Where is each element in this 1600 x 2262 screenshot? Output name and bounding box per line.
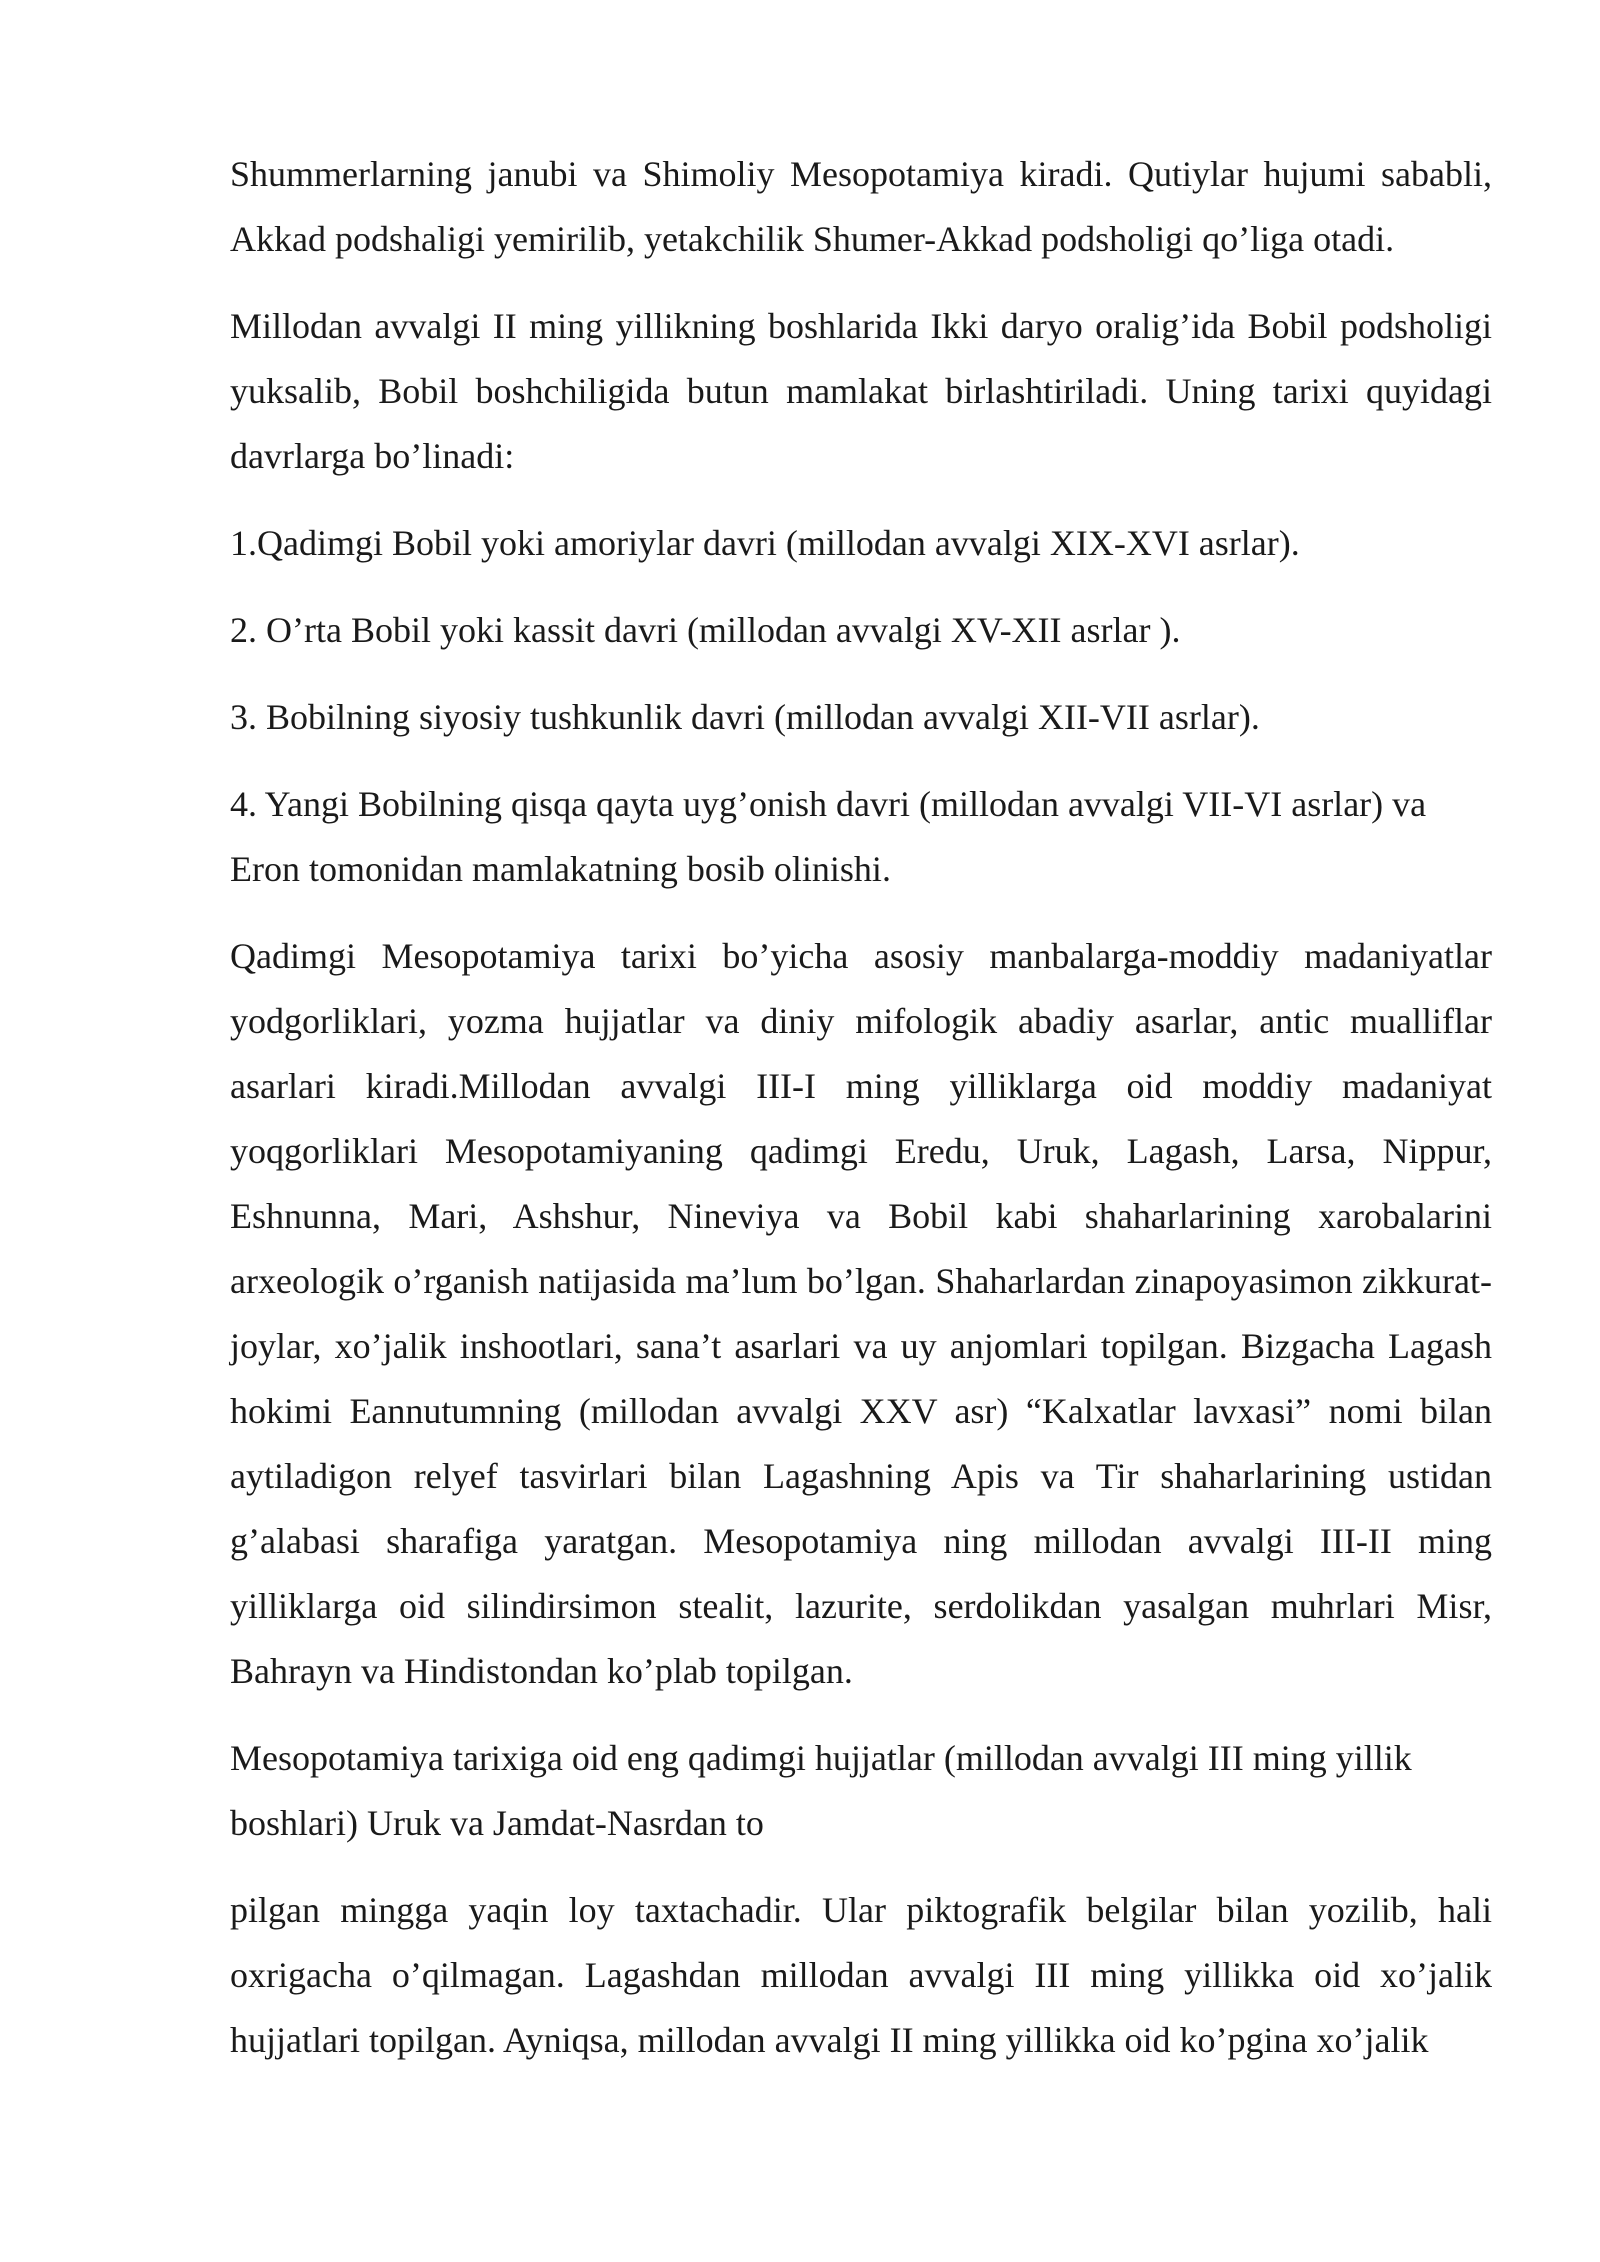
list-item: 3. Bobilning siyosiy tushkunlik davri (millodan avvalgi XII-VII asrlar). <box>230 697 1260 737</box>
list-item: 4. Yangi Bobilning qisqa qayta uyg’onish davri (millodan avvalgi VII-VI asrlar) va Eron tomonidan mamlakatning bosib olinishi. <box>230 784 1427 889</box>
body-text <box>230 142 1492 2095</box>
list-item: 2. O’rta Bobil yoki kassit davri (millodan avvalgi XV-XII asrlar ). <box>230 610 1181 650</box>
paragraph: Millodan avvalgi II ming yillikning boshlarida Ikki daryo oralig’ida Bobil podsholigi yuksalib, Bobil boshchiligida butun mamlakat birlashtiriladi. Uning tarixi quyidagi davrlarga bo’linadi: <box>230 306 1492 476</box>
paragraph: Qadimgi Mesopotamiya tarixi bo’yicha asosiy manbalarga-moddiy madaniyatlar yodgorliklari, yozma hujjatlar va diniy mifologik abadiy asarlar, antic mualliflar asarlari kiradi.Millodan avvalgi III-I ming yilliklarga oid moddiy madaniyat yoqgorliklari Mesopotamiyaning qadimgi Eredu, Uruk, Lagash, Larsa, Nippur, Eshnunna, Mari, Ashshur, Nineviya va Bobil kabi shaharlarining xarobalarini arxeologik o’rganish natijasida ma’lum bo’lgan. Shaharlardan zinapoyasimon zikkurat-joylar, xo’jalik inshootlari, sana’t asarlari va uy anjomlari topilgan. Bizgacha Lagash hokimi Eannutumning (millodan avvalgi XXV asr) “Kalxatlar lavxasi” nomi bilan aytiladigon relyef tasvirlari bilan Lagashning Apis va Tir shaharlarining ustidan g’alabasi sharafiga yaratgan. Mesopotamiya ning millodan avvalgi III-II ming yilliklarga oid silindirsimon stealit, lazurite, serdolikdan yasalgan muhrlari Misr, Bahrayn va Hindistondan ko’plab topilgan. <box>230 936 1492 1691</box>
paragraph: Mesopotamiya tarixiga oid eng qadimgi hujjatlar (millodan avvalgi III ming yillik boshlari) Uruk va Jamdat-Nasrdan to <box>230 1738 1412 1843</box>
paragraph: pilgan mingga yaqin loy taxtachadir. Ular piktografik belgilar bilan yozilib, hali oxrigacha o’qilmagan. Lagashdan millodan avvalgi III ming yillikka oid xo’jalik hujjatlari topilgan. Ayniqsa, millodan avvalgi II ming yillikka oid ko’pgina xo’jalik <box>230 1890 1492 2060</box>
list-item: 1.Qadimgi Bobil yoki amoriylar davri (millodan avvalgi XIX-XVI asrlar). <box>230 523 1300 563</box>
paragraph: Shummerlarning janubi va Shimoliy Mesopotamiya kiradi. Qutiylar hujumi sababli, Akkad podshaligi yemirilib, yetakchilik Shumer-Akkad podsholigi qo’liga otadi. <box>230 154 1492 259</box>
